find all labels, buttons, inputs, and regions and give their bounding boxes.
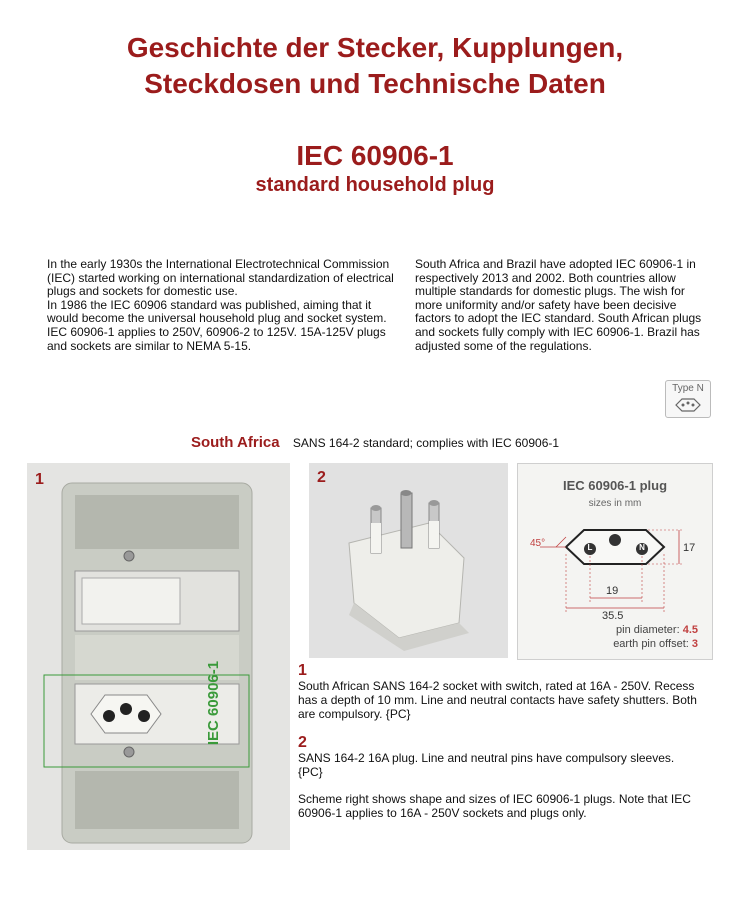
type-n-label: Type N bbox=[672, 383, 704, 394]
photo-1-vertical-label: IEC 60906-1 bbox=[205, 660, 222, 746]
earth-offset-label: earth pin offset: bbox=[613, 638, 689, 650]
socket-with-switch-image bbox=[27, 463, 290, 850]
intro-left-paragraph-1: In the early 1930s the International Electrotechnical Commission (IEC) started working on international standardization of electrical plugs and sockets for domestic use. bbox=[47, 257, 394, 299]
standard-heading: IEC 60906-1 bbox=[296, 140, 454, 171]
page-title-line1: Geschichte der Stecker, Kupplungen, bbox=[126, 32, 624, 63]
intro-right-column bbox=[415, 258, 715, 353]
diagram-dim-width: 35.5 bbox=[602, 610, 624, 622]
diagram-dim-pin-spacing: 19 bbox=[606, 585, 619, 597]
socket-photo bbox=[27, 463, 290, 850]
section-heading bbox=[0, 434, 750, 451]
caption-2-text: SANS 164-2 16A plug. Line and neutral pins have compulsory sleeves. {PC} bbox=[298, 751, 675, 779]
intro-left-column bbox=[47, 258, 397, 353]
diagram-pin-l: L bbox=[587, 543, 593, 552]
pin-diameter-value: 4.5 bbox=[682, 624, 698, 636]
diagram-units: sizes in mm bbox=[588, 498, 642, 509]
diagram-pin-diameter bbox=[518, 624, 698, 636]
section-description: SANS 164-2 standard; complies with IEC 60906-1 bbox=[292, 436, 560, 450]
section-country: South Africa bbox=[190, 434, 280, 451]
diagram-earth-offset bbox=[518, 638, 698, 650]
photo-2-number: 2 bbox=[317, 469, 326, 486]
standard-subheading: standard household plug bbox=[255, 174, 495, 196]
plug-dimension-diagram bbox=[517, 463, 713, 660]
intro-right-paragraph-1: South Africa and Brazil have adopted IEC 60906-1 in respectively 2013 and 2002. Both countries allow multiple standards for domestic plugs. The wish for more uniformity and/or safety have been decisive factors to adopt the IEC standard. South African plugs and sockets fully comply with IEC 60906-1. Brazil has adjusted some of the regulations. bbox=[415, 257, 702, 353]
diagram-dim-height: 17 bbox=[683, 542, 696, 554]
diagram-title: IEC 60906-1 plug bbox=[562, 478, 668, 493]
caption-1-text: South African SANS 164-2 socket with switch, rated at 16A - 250V. Recess has a depth of 10 mm. Line and neutral contacts have safety shutters. Both are compulsory. {PC} bbox=[298, 679, 697, 721]
scheme-note: Scheme right shows shape and sizes of IEC 60906-1 plugs. Note that IEC 60906-1 applies to 16A - 250V sockets and plugs only. bbox=[298, 792, 691, 820]
page-title-line2: Steckdosen und Technische Daten bbox=[144, 68, 606, 99]
diagram-angle: 45° bbox=[530, 538, 546, 549]
pin-diameter-label: pin diameter: bbox=[616, 624, 680, 636]
photo-1-number: 1 bbox=[35, 471, 44, 488]
type-n-badge bbox=[665, 380, 711, 418]
plug-image bbox=[309, 463, 508, 658]
plug-photo bbox=[309, 463, 508, 658]
socket-outline-icon bbox=[666, 395, 710, 415]
diagram-pin-n: N bbox=[639, 543, 645, 552]
caption-1-number: 1 bbox=[298, 662, 307, 679]
intro-left-paragraph-2: In 1986 the IEC 60906 standard was published, aiming that it would become the universal household plug and socket system. IEC 60906-1 applies to 250V, 60906-2 to 125V. 15A-125V plugs and sockets are similar to NEMA 5-15. bbox=[47, 297, 387, 353]
caption-2-number: 2 bbox=[298, 734, 307, 751]
earth-offset-value: 3 bbox=[691, 638, 698, 650]
